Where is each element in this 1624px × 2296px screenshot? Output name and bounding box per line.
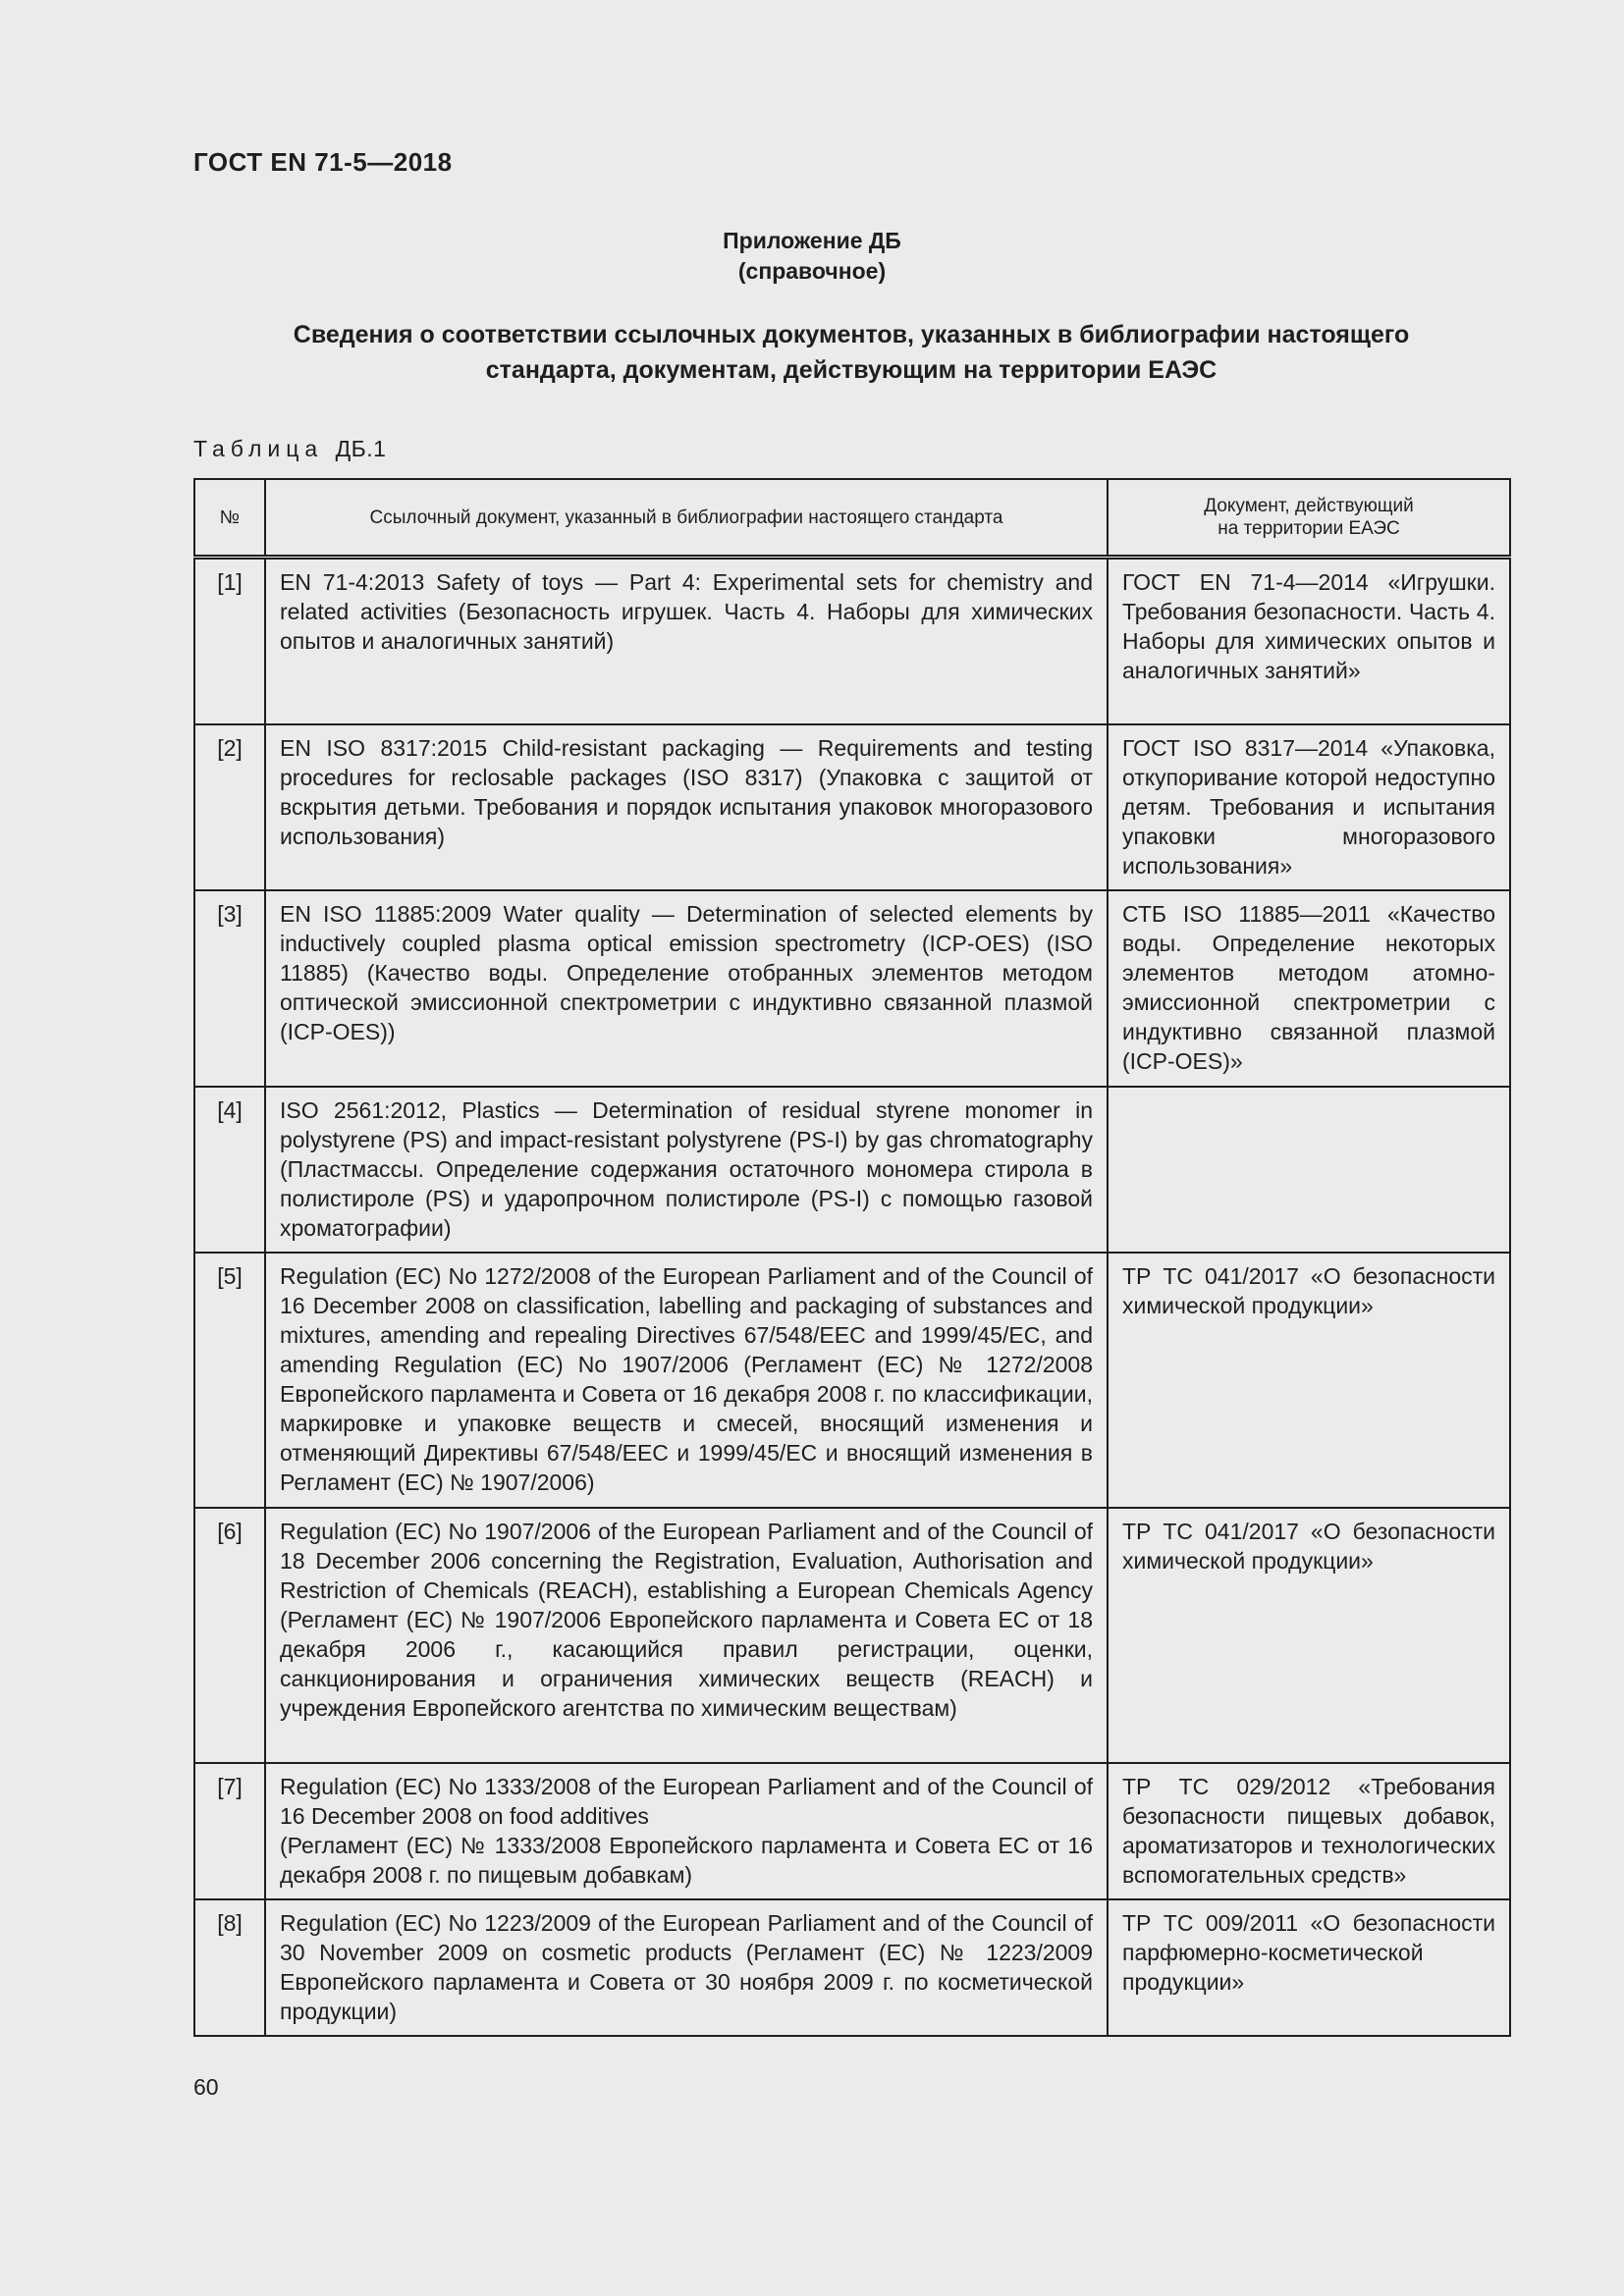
row-eaes-document: СТБ ISO 11885—2011 «Качество воды. Определение некоторых элементов методом атомно-эмиссионной спектрометрии с индуктивно связанной плазмой (ICP-OES)» bbox=[1108, 890, 1510, 1087]
table-row bbox=[194, 890, 1510, 1087]
row-number: [5] bbox=[194, 1253, 265, 1508]
row-reference: Regulation (EC) No 1907/2006 of the European Parliament and of the Council of 18 December 2006 concerning the Registration, Evaluation, Authorisation and Restriction of Chemicals (REACH), establishing a European Chemicals Agency (Регламент (ЕС) № 1907/2006 Европейского парламента и Совета ЕС от 18 декабря 2006 г., касающийся правил регистрации, оценки, санкционирования и ограничения химических веществ (REACH) и учреждения Европейского агентства по химическим веществам) bbox=[265, 1508, 1108, 1763]
table-row bbox=[194, 1508, 1510, 1763]
table-label-number: ДБ.1 bbox=[335, 436, 387, 461]
section-heading bbox=[193, 317, 1509, 388]
row-number: [1] bbox=[194, 558, 265, 724]
column-header-number: № bbox=[194, 479, 265, 558]
references-table bbox=[193, 478, 1511, 2037]
row-eaes-document: ТР ТС 041/2017 «О безопасности химической продукции» bbox=[1108, 1508, 1510, 1763]
column-header-eaes-line-2: на территории ЕАЭС bbox=[1218, 518, 1400, 539]
document-code: ГОСТ EN 71-5—2018 bbox=[193, 147, 453, 177]
row-number: [8] bbox=[194, 1899, 265, 2036]
row-reference: ISO 2561:2012, Plastics — Determination of residual styrene monomer in polystyrene (PS) and impact-resistant polystyrene (PS-I) by gas chromatography (Пластмассы. Определение содержания остаточного мономера стирола в полистироле (PS) и ударопрочном полистироле (PS-I) с помощью газовой хроматографии) bbox=[265, 1087, 1108, 1253]
table-row bbox=[194, 1899, 1510, 2036]
row-reference: Regulation (EC) No 1333/2008 of the European Parliament and of the Council of 16 December 2008 on food additives (Регламент (ЕС) № 1333/2008 Европейского парламента и Совета ЕС от 16 декабря 2008 г. по пищевым добавкам) bbox=[265, 1763, 1108, 1899]
column-header-eaes-line-1: Документ, действующий bbox=[1204, 496, 1414, 516]
table-label bbox=[193, 436, 386, 462]
table-row bbox=[194, 558, 1510, 724]
row-eaes-document: ТР ТС 029/2012 «Требования безопасности пищевых добавок, ароматизаторов и технологических вспомогательных средств» bbox=[1108, 1763, 1510, 1899]
row-eaes-document: ТР ТС 009/2011 «О безопасности парфюмерно-косметической продукции» bbox=[1108, 1899, 1510, 2036]
row-number: [3] bbox=[194, 890, 265, 1087]
row-reference: EN ISO 11885:2009 Water quality — Determination of selected elements by inductively coupled plasma optical emission spectrometry (ICP-OES) (ISO 11885) (Качество воды. Определение отобранных элементов методом оптической эмиссионной спектрометрии с индуктивно связанной плазмой (ICP-OES)) bbox=[265, 890, 1108, 1087]
column-header-reference: Ссылочный документ, указанный в библиографии настоящего стандарта bbox=[265, 479, 1108, 558]
column-header-eaes bbox=[1108, 479, 1510, 558]
row-reference: EN ISO 8317:2015 Child-resistant packaging — Requirements and testing procedures for reclosable packages (ISO 8317) (Упаковка с защитой от вскрытия детьми. Требования и порядок испытания упаковок многоразового использования) bbox=[265, 724, 1108, 890]
row-number: [7] bbox=[194, 1763, 265, 1899]
appendix-heading bbox=[0, 226, 1624, 287]
appendix-subtitle: (справочное) bbox=[737, 258, 887, 284]
appendix-title: Приложение ДБ bbox=[723, 228, 901, 253]
table-row bbox=[194, 724, 1510, 890]
row-eaes-document: ТР ТС 041/2017 «О безопасности химической продукции» bbox=[1108, 1253, 1510, 1508]
section-heading-line-2: стандарта, документам, действующим на территории ЕАЭС bbox=[485, 356, 1218, 384]
row-reference: Regulation (EC) No 1223/2009 of the European Parliament and of the Council of 30 November 2009 on cosmetic products (Регламент (ЕС) № 1223/2009 Европейского парламента и Совета от 30 ноября 2009 г. по косметической продукции) bbox=[265, 1899, 1108, 2036]
row-number: [6] bbox=[194, 1508, 265, 1763]
row-number: [4] bbox=[194, 1087, 265, 1253]
table-row bbox=[194, 1763, 1510, 1899]
row-reference: Regulation (EC) No 1272/2008 of the European Parliament and of the Council of 16 December 2008 on classification, labelling and packaging of substances and mixtures, amending and repealing Directives 67/548/EEC and 1999/45/EC, and amending Regulation (EC) No 1907/2006 (Регламент (ЕС) № 1272/2008 Европейского парламента и Совета от 16 декабря 2008 г. по классификации, маркировке и упаковке веществ и смесей, вносящий изменения и отменяющий Директивы 67/548/ЕЕС и 1999/45/ЕС и вносящий изменения в Регламент (ЕС) № 1907/2006) bbox=[265, 1253, 1108, 1508]
page-number: 60 bbox=[193, 2074, 219, 2100]
table-header-row bbox=[194, 479, 1510, 558]
row-eaes-document: ГОСТ EN 71-4—2014 «Игрушки. Требования безопасности. Часть 4. Наборы для химических опытов и аналогичных занятий» bbox=[1108, 558, 1510, 724]
section-heading-line-1: Сведения о соответствии ссылочных документов, указанных в библиографии настоящего bbox=[293, 321, 1410, 348]
row-number: [2] bbox=[194, 724, 265, 890]
row-reference: EN 71-4:2013 Safety of toys — Part 4: Experimental sets for chemistry and related activities (Безопасность игрушек. Часть 4. Наборы для химических опытов и аналогичных занятий) bbox=[265, 558, 1108, 724]
row-eaes-document bbox=[1108, 1087, 1510, 1253]
table-row bbox=[194, 1087, 1510, 1253]
table-label-word: Таблица bbox=[193, 436, 324, 461]
row-eaes-document: ГОСТ ISO 8317—2014 «Упаковка, откупоривание которой недоступно детям. Требования и испытания упаковки многоразового использования» bbox=[1108, 724, 1510, 890]
table-row bbox=[194, 1253, 1510, 1508]
